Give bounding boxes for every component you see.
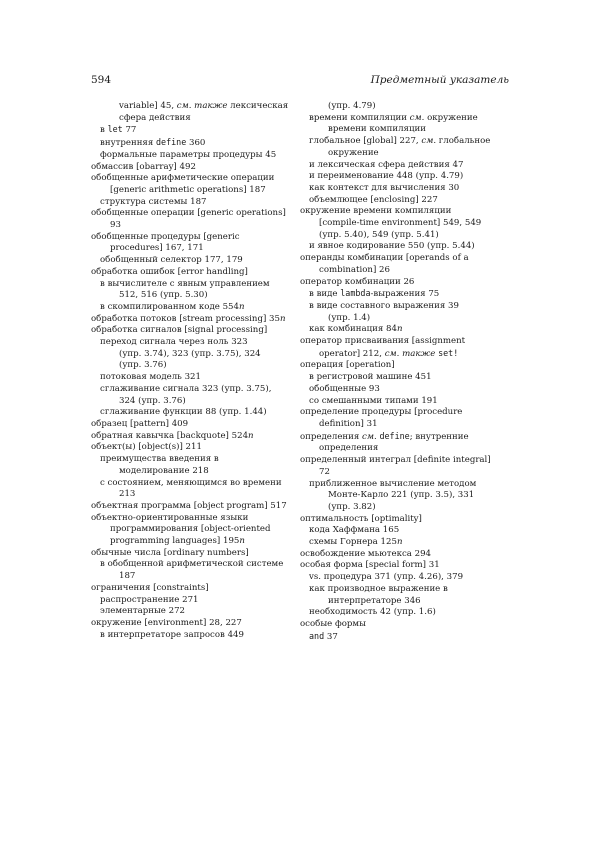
index-entry-line — [91, 337, 286, 349]
entry-text: определенный интеграл [definite integral] — [300, 455, 491, 466]
entry-text: операнды комбинации [operands of a — [300, 253, 469, 264]
entry-text: 360 — [186, 138, 206, 149]
entry-text: ограничения [constraints] — [91, 582, 209, 593]
index-entry-line — [91, 489, 286, 501]
entry-text: как комбинация 84 — [309, 324, 397, 335]
italic-text: см. также — [176, 101, 228, 111]
entry-text: в — [100, 125, 108, 136]
entry-text: 37 — [324, 631, 338, 642]
index-entry-line — [91, 185, 286, 197]
entry-text: variable] 45, — [119, 101, 177, 111]
index-entry-line — [300, 241, 509, 253]
entry-text: обобщенный селектор 177, 179 — [100, 255, 243, 266]
index-entry-line — [300, 301, 509, 313]
entry-text: ; внутренние — [409, 431, 469, 442]
entry-text: обмассив [obarray] 492 — [91, 161, 196, 172]
index-entry-line — [300, 607, 509, 619]
entry-text: определение процедуры [procedure — [300, 407, 463, 418]
index-entry-line — [91, 124, 286, 137]
index-entry-line — [300, 336, 509, 348]
entry-text: интерпретаторе 346 — [328, 595, 421, 606]
entry-text: кода Хаффмана 165 — [309, 525, 400, 536]
entry-text: обработка сигналов [signal processing] — [91, 325, 268, 336]
italic-text: см. — [362, 431, 377, 442]
entry-text: обычные числа [ordinary numbers] — [91, 547, 249, 558]
index-entry-line — [300, 288, 509, 301]
entry-text: 324 (упр. 3.76) — [119, 395, 186, 406]
index-entry-line — [300, 171, 509, 183]
entry-text: определения — [319, 443, 379, 454]
index-entry-line — [91, 360, 286, 372]
index-column-left — [91, 101, 289, 641]
index-entry-line — [91, 372, 286, 384]
index-entry-line — [300, 348, 509, 361]
italic-text: п — [248, 430, 254, 441]
entry-text: внутренняя — [100, 138, 156, 149]
index-entry-line — [300, 584, 509, 596]
entry-text: обобщенные 93 — [309, 383, 380, 394]
entry-text: объект(ы) [object(s)] 211 — [91, 442, 202, 453]
entry-text: обобщенные операции [generic operations] — [91, 208, 286, 219]
index-entry-line — [300, 443, 509, 455]
index-entry-line — [300, 619, 509, 631]
index-entry-line — [300, 253, 509, 265]
index-entry-line — [300, 596, 509, 608]
entry-text: программирования [object-oriented — [110, 524, 271, 535]
index-entry-line — [91, 255, 286, 267]
index-entry-line — [91, 419, 286, 431]
italic-text: п — [396, 324, 403, 335]
italic-text: см. — [409, 112, 425, 123]
index-entry-line — [91, 243, 286, 255]
entry-text: обработка потоков [stream processing] 35 — [91, 313, 280, 324]
index-entry-line — [300, 183, 509, 195]
entry-text: переход сигнала через ноль 323 — [100, 337, 248, 348]
entry-text: и лексическая сфера действия 47 — [309, 159, 464, 170]
index-entry-line — [300, 265, 509, 277]
index-entry-line — [91, 548, 286, 560]
index-entry-line — [91, 113, 286, 125]
index-entry-line — [300, 419, 509, 431]
entry-text: времени компиляции — [328, 124, 426, 135]
entry-text: объемлющее [enclosing] 227 — [309, 194, 438, 205]
index-entry-line — [91, 267, 286, 279]
entry-text: 72 — [319, 466, 330, 477]
entry-text: оптимальность [optimality] — [300, 513, 422, 524]
entry-text: необходимость 42 (упр. 1.6) — [309, 607, 436, 618]
index-entry-line — [300, 195, 509, 207]
index-column-right — [300, 101, 509, 643]
entry-text: definition] 31 — [319, 418, 378, 429]
entry-text: и явное кодирование 550 (упр. 5.44) — [309, 241, 475, 252]
index-entry-line — [91, 173, 286, 185]
index-entry-line — [300, 360, 509, 372]
entry-text: 77 — [122, 125, 137, 136]
index-entry-line — [91, 349, 286, 361]
entry-text: оператор присваивания [assignment — [300, 336, 466, 347]
entry-text: структура системы 187 — [100, 196, 207, 207]
entry-text: как контекст для вычисления 30 — [309, 182, 460, 193]
entry-text: и переименование 448 (упр. 4.79) — [309, 171, 464, 182]
index-entry-line — [300, 101, 509, 113]
index-entry-line — [91, 501, 286, 513]
index-entry-line — [300, 431, 509, 444]
index-entry-line — [91, 197, 286, 209]
index-entry-line — [300, 113, 509, 125]
index-entry-line — [91, 162, 286, 174]
index-entry-line — [91, 630, 286, 642]
index-entry-line — [300, 502, 509, 514]
entry-text: procedures] 167, 171 — [110, 243, 204, 254]
page-number: 594 — [91, 74, 112, 86]
index-entry-line — [91, 478, 286, 490]
entry-text: потоковая модель 321 — [100, 372, 201, 383]
entry-text: [generic arithmetic operations] 187 — [110, 184, 266, 195]
index-entry-line — [300, 490, 509, 502]
index-entry-line — [91, 606, 286, 618]
entry-text: в интерпретаторе запросов 449 — [100, 629, 244, 640]
entry-text: глобальное — [436, 136, 491, 147]
entry-text: объектная программа [object program] 517 — [91, 500, 287, 511]
index-entry-line — [91, 232, 286, 244]
italic-text: п — [279, 313, 286, 324]
index-entry-line — [300, 479, 509, 491]
entry-text: со смешанными типами 191 — [309, 395, 438, 406]
index-entry-line — [300, 549, 509, 561]
entry-text: programming languages] 195 — [110, 536, 240, 547]
entry-text: обработка ошибок [error handling] — [91, 266, 248, 277]
italic-text: п — [239, 301, 245, 312]
entry-text: сглаживание сигнала 323 (упр. 3.75), — [100, 383, 272, 394]
index-entry-line — [91, 583, 286, 595]
index-entry-line — [300, 514, 509, 526]
entry-text: обобщенные арифметические операции — [91, 173, 275, 184]
code-term: define — [156, 137, 187, 148]
index-entry-line — [91, 220, 286, 232]
index-entry-line — [91, 431, 286, 443]
entry-text: 187 — [119, 571, 136, 582]
index-entry-line — [91, 524, 286, 536]
index-entry-line — [300, 407, 509, 419]
entry-text: окружение — [424, 112, 478, 123]
entry-text: 512, 516 (упр. 5.30) — [119, 290, 208, 301]
index-entry-line — [91, 150, 286, 162]
index-entry-line — [300, 560, 509, 572]
index-entry-line — [300, 631, 509, 644]
entry-text: преимущества введения в — [100, 454, 219, 465]
index-entry-line — [300, 206, 509, 218]
index-entry-line — [300, 124, 509, 136]
entry-text: освобождение мьютекса 294 — [300, 548, 432, 559]
entry-text: (упр. 4.79) — [328, 101, 376, 111]
index-entry-line — [91, 513, 286, 525]
index-entry-line — [91, 618, 286, 630]
entry-text: окружение — [328, 147, 379, 158]
index-entry-line — [91, 442, 286, 454]
italic-text: см. также — [384, 348, 436, 359]
entry-text: сглаживание функции 88 (упр. 1.44) — [100, 407, 267, 418]
index-entry-line — [91, 314, 286, 326]
code-term: define — [379, 430, 410, 441]
entry-text: моделирование 218 — [119, 465, 209, 476]
index-entry-line — [300, 467, 509, 479]
index-entry-line — [300, 525, 509, 537]
entry-text: [compile-time environment] 549, 549 — [319, 218, 482, 229]
page-header — [91, 73, 509, 87]
index-entry-line — [91, 466, 286, 478]
entry-text: 213 — [119, 489, 136, 500]
entry-text: оператор комбинации 26 — [300, 276, 415, 287]
index-entry-line — [300, 218, 509, 230]
entry-text: окружение [environment] 28, 227 — [91, 617, 242, 628]
index-entry-line — [91, 454, 286, 466]
index-entry-line — [300, 160, 509, 172]
entry-text: окружение времени компиляции — [300, 206, 452, 217]
entry-text: схемы Горнера 125 — [309, 537, 397, 548]
entry-text: распространение 271 — [100, 594, 199, 605]
index-entry-line — [300, 572, 509, 584]
entry-text: 93 — [110, 220, 121, 231]
entry-text: элементарные 272 — [100, 606, 186, 617]
entry-text: лексическая — [227, 101, 289, 111]
entry-text: в обобщенной арифметической системе — [100, 559, 284, 570]
index-entry-line — [300, 148, 509, 160]
entry-text: в регистровой машине 451 — [309, 372, 432, 383]
code-term: lambda — [340, 288, 371, 299]
entry-text: Монте-Карло 221 (упр. 3.5), 331 — [328, 490, 475, 501]
code-term: and — [309, 630, 325, 641]
entry-text: (упр. 3.76) — [119, 360, 167, 371]
index-entry-line — [300, 324, 509, 336]
italic-text: п — [239, 536, 245, 547]
entry-text: времени компиляции — [309, 112, 410, 123]
index-entry-line — [91, 595, 286, 607]
entry-text: (упр. 3.82) — [328, 501, 376, 512]
index-entry-line — [300, 277, 509, 289]
entry-text: -выражения 75 — [370, 289, 440, 300]
entry-text: в вычислителе с явным управлением — [100, 278, 270, 289]
entry-text: в виде — [309, 289, 341, 300]
code-term: set! — [438, 347, 459, 358]
entry-text: с состоянием, меняющимся во времени — [100, 477, 282, 488]
index-entry-line — [91, 137, 286, 150]
index-entry-line — [91, 407, 286, 419]
entry-text: особые формы — [300, 618, 366, 629]
entry-text: особая форма [special form] 31 — [300, 560, 440, 571]
index-entry-line — [300, 396, 509, 408]
index-entry-line — [91, 101, 289, 113]
entry-text: образец [pattern] 409 — [91, 418, 189, 429]
entry-text: vs. процедура 371 (упр. 4.26), 379 — [309, 572, 464, 583]
index-entry-line — [91, 325, 286, 337]
entry-text: глобальное [global] 227, — [309, 136, 422, 147]
index-entry-line — [91, 208, 286, 220]
index-entry-line — [91, 559, 286, 571]
entry-text: операция [operation] — [300, 360, 395, 371]
index-entry-line — [300, 313, 509, 325]
index-entry-line — [91, 302, 286, 314]
entry-text: (упр. 3.74), 323 (упр. 3.75), 324 — [119, 348, 261, 359]
entry-text: в виде составного выражения 39 — [309, 300, 459, 311]
italic-text: см. — [421, 136, 437, 147]
index-entry-line — [300, 372, 509, 384]
entry-text: как производное выражение в — [309, 583, 448, 594]
index-entry-line — [91, 290, 286, 302]
entry-text: (упр. 1.4) — [328, 312, 371, 323]
index-entry-line — [300, 455, 509, 467]
entry-text: combination] 26 — [319, 264, 390, 275]
running-title: Предметный указатель — [370, 74, 509, 86]
index-entry-line — [91, 536, 286, 548]
code-term: let — [107, 124, 123, 135]
italic-text: п — [396, 537, 403, 548]
index-entry-line — [300, 537, 509, 549]
index-entry-line — [91, 384, 286, 396]
entry-text: формальные параметры процедуры 45 — [100, 149, 277, 160]
index-entry-line — [300, 136, 509, 148]
entry-text: сфера действия — [119, 112, 191, 123]
index-entry-line — [91, 396, 286, 408]
entry-text: объектно-ориентированные языки — [91, 512, 249, 523]
entry-text: обобщенные процедуры [generic — [91, 231, 240, 242]
entry-text: приближенное вычисление методом — [309, 478, 477, 489]
entry-text: operator] 212, — [319, 348, 385, 359]
entry-text: (упр. 5.40), 549 (упр. 5.41) — [319, 229, 439, 240]
index-entry-line — [300, 230, 509, 242]
entry-text: определения — [300, 431, 363, 442]
entry-text: в скомпилированном коде 554 — [100, 301, 239, 312]
entry-text: обратная кавычка [backquote] 524 — [91, 430, 249, 441]
index-entry-line — [91, 279, 286, 291]
index-entry-line — [300, 384, 509, 396]
index-entry-line — [91, 571, 286, 583]
